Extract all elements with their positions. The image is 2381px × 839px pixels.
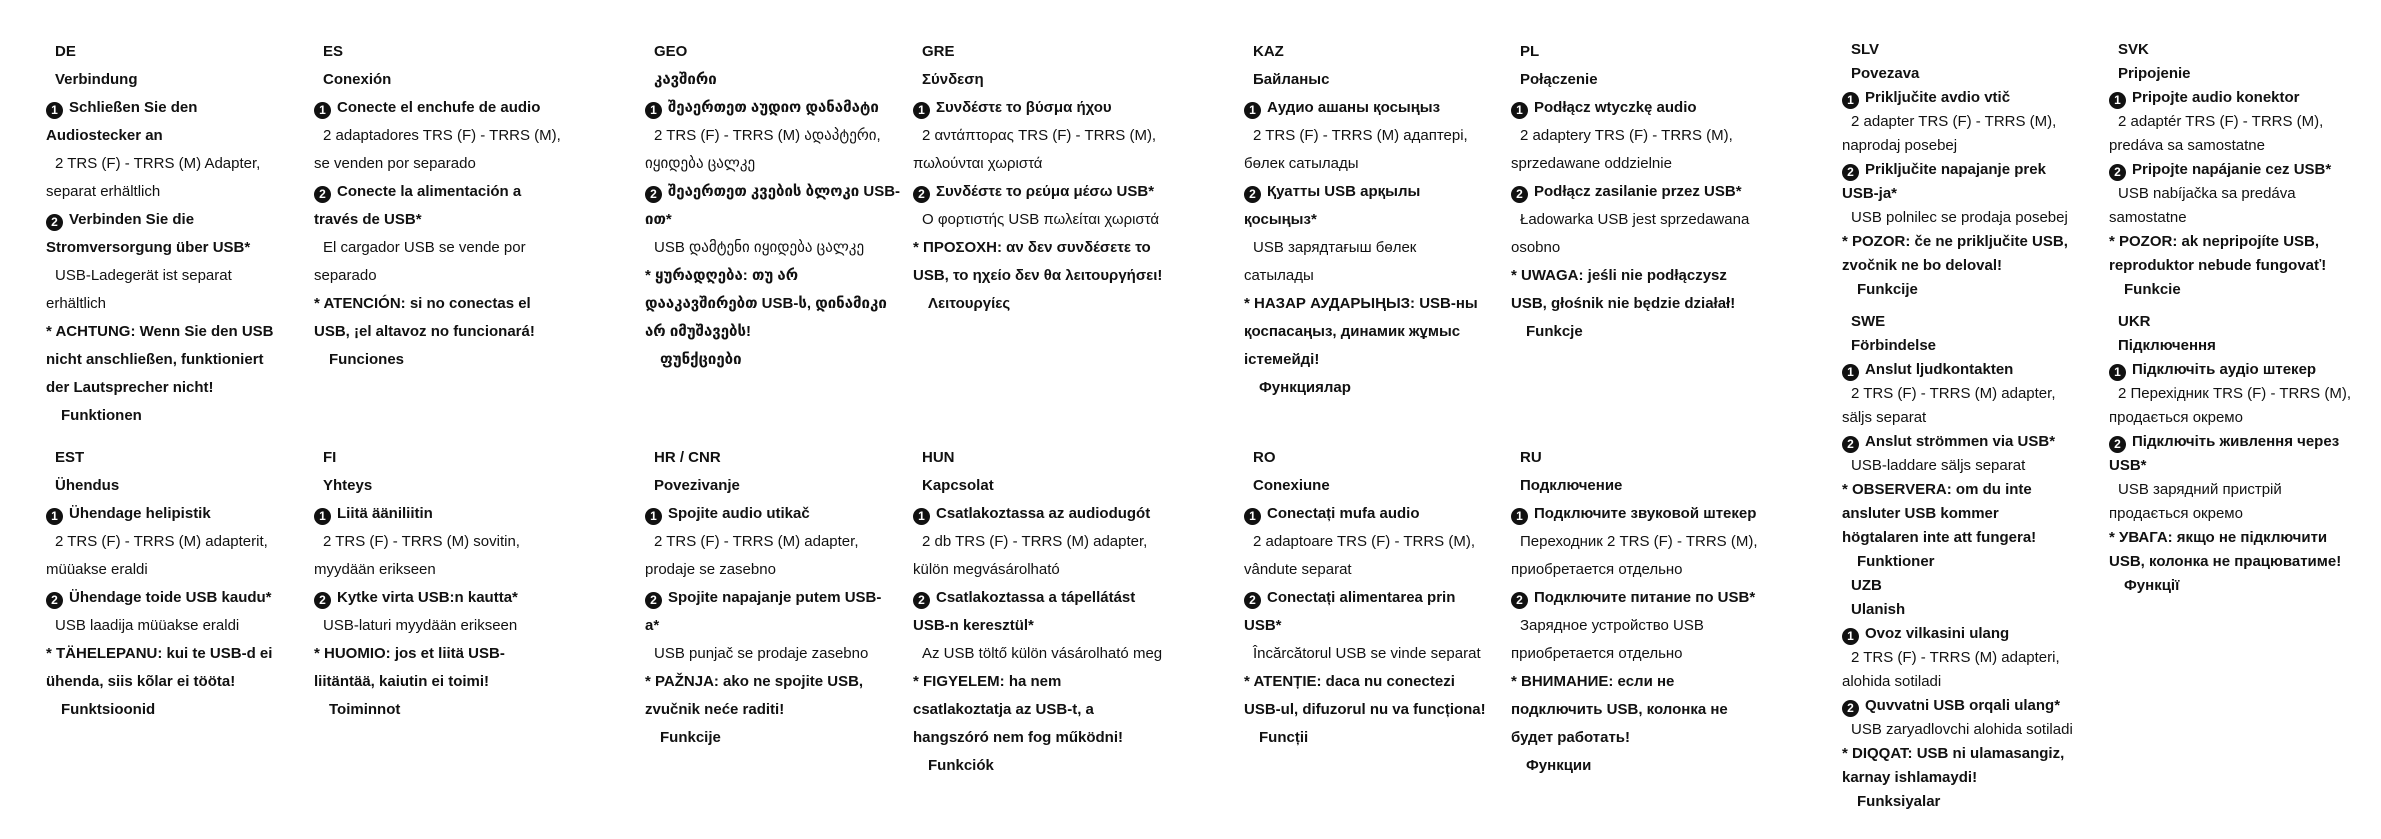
section-gre [913, 38, 1163, 318]
note-1: 2 TRS (F) - TRRS (M) адаптері, бөлек сатылады [1244, 127, 1468, 172]
step-2-marker: 2 [1244, 592, 1261, 609]
section-hr-cnr [645, 444, 895, 752]
step-1 [2109, 358, 2359, 382]
note-2: El cargador USB se vende por separado [314, 239, 526, 284]
step-1-text: Підключіть аудіо штекер [2132, 361, 2317, 378]
note-2: USB-laddare säljs separat [1851, 457, 2026, 474]
step-1 [1511, 500, 1761, 528]
step-1-text: Подключите звуковой штекер [1534, 505, 1757, 522]
step-1-text: Conectați mufa audio [1267, 505, 1420, 522]
step-1-text: Pripojte audio konektor [2132, 89, 2300, 106]
step-2-text: Spojite napajanje putem USB-a* [645, 589, 882, 634]
section-title: Förbindelse [1851, 337, 1937, 354]
language-code: HR / CNR [654, 449, 721, 466]
note-2: USB დამტენი იყიდება ცალკე [654, 239, 865, 256]
note-1: 2 TRS (F) - TRRS (M) adapterit, müüakse eraldi [46, 533, 268, 578]
step-2-text: Подключите питание по USB* [1534, 589, 1756, 606]
language-code: GRE [922, 43, 955, 60]
note-1: 2 TRS (F) - TRRS (M) adapteri, alohida sotiladi [1842, 649, 2060, 690]
warning-text: * ATENCIÓN: si no conectas el USB, ¡el altavoz no funcionará! [314, 295, 535, 340]
step-1-text: Ühendage helipistik [69, 505, 211, 522]
section-swe [1842, 310, 2077, 574]
warning-text: * НАЗАР АУДАРЫҢЫЗ: USB-ны қоспасаңыз, динамик жұмыс істемейді! [1244, 295, 1478, 368]
step-1 [2109, 86, 2359, 110]
language-code: FI [323, 449, 337, 466]
warning-text: * FIGYELEM: ha nem csatlakoztatja az USB-t, a hangszóró nem fog működni! [913, 673, 1123, 746]
section-title: Ulanish [1851, 601, 1906, 618]
step-1 [314, 500, 564, 528]
step-2 [645, 178, 905, 234]
section-ro [1244, 444, 1489, 752]
warning-text: * TÄHELEPANU: kui te USB-d ei ühenda, siis kõlar ei tööta! [46, 645, 273, 690]
language-code: PL [1520, 43, 1540, 60]
step-1 [314, 94, 564, 122]
step-1-marker: 1 [913, 508, 930, 525]
functions-heading: Funktsioonid [61, 701, 156, 718]
language-code: EST [55, 449, 85, 466]
step-2-text: Ühendage toide USB kaudu* [69, 589, 272, 606]
note-2: USB зарядний пристрій продається окремо [2109, 481, 2282, 522]
functions-heading: Funktionen [61, 407, 142, 424]
warning-text: * DIQQAT: USB ni ulamasangiz, karnay ishlamaydi! [1842, 745, 2065, 786]
step-2-marker: 2 [2109, 164, 2126, 181]
step-2-text: Anslut strömmen via USB* [1865, 433, 2056, 450]
step-1 [1511, 94, 1761, 122]
warning-text: * OBSERVERA: om du inte ansluter USB kommer högtalaren inte att fungera! [1842, 481, 2037, 546]
section-title: Σύνδεση [922, 71, 984, 88]
step-2 [1244, 584, 1489, 640]
step-1-text: Csatlakoztassa az audiodugót [936, 505, 1151, 522]
functions-heading: ფუნქციები [660, 351, 742, 368]
functions-heading: Toiminnot [329, 701, 401, 718]
step-1-marker: 1 [46, 508, 63, 525]
step-1 [1842, 358, 2077, 382]
step-1-marker: 1 [1842, 364, 1859, 381]
step-1-text: Anslut ljudkontakten [1865, 361, 2014, 378]
step-2-text: Conectați alimentarea prin USB* [1244, 589, 1456, 634]
step-2-marker: 2 [1842, 700, 1859, 717]
step-2 [2109, 158, 2359, 182]
step-2 [1511, 584, 1761, 612]
section-es [314, 38, 564, 374]
note-1: 2 TRS (F) - TRRS (M) sovitin, myydään erikseen [314, 533, 520, 578]
functions-heading: Λειτουργίες [928, 295, 1011, 312]
step-2 [1842, 694, 2077, 718]
step-1-text: Ovoz vilkasini ulang [1865, 625, 2010, 642]
step-1 [913, 94, 1163, 122]
step-2 [913, 178, 1163, 206]
note-1: 2 TRS (F) - TRRS (M) Adapter, separat erhältlich [46, 155, 261, 200]
step-1 [1244, 94, 1489, 122]
note-1: 2 TRS (F) - TRRS (M) adapter, säljs separat [1842, 385, 2056, 426]
step-1-text: Аудио ашаны қосыңыз [1267, 99, 1441, 116]
step-1-text: Liitä ääniliitin [337, 505, 433, 522]
warning-text: * ATENȚIE: daca nu conectezi USB-ul, difuzorul nu va funcționa! [1244, 673, 1486, 718]
warning-text: * ACHTUNG: Wenn Sie den USB nicht anschließen, funktioniert der Lautsprecher nicht! [46, 323, 274, 396]
note-2: Ładowarka USB jest sprzedawana osobno [1511, 211, 1750, 256]
step-2 [1842, 158, 2077, 206]
functions-heading: Funktioner [1857, 553, 1935, 570]
language-code: DE [55, 43, 76, 60]
note-2: USB-Ladegerät ist separat erhältlich [46, 267, 232, 312]
step-2-marker: 2 [1511, 592, 1528, 609]
section-title: Verbindung [55, 71, 138, 88]
section-kaz [1244, 38, 1489, 402]
warning-text: * ВНИМАНИЕ: если не подключить USB, колонка не будет работать! [1511, 673, 1728, 746]
step-1-text: Priključite avdio vtič [1865, 89, 2011, 106]
step-2-text: Қуатты USB арқылы қосыңыз* [1244, 183, 1421, 228]
section-uzb [1842, 574, 2077, 814]
step-2 [314, 584, 564, 612]
step-1-marker: 1 [1244, 102, 1261, 119]
step-1-marker: 1 [46, 102, 63, 119]
note-2: USB laadija müüakse eraldi [55, 617, 240, 634]
step-1-marker: 1 [2109, 92, 2126, 109]
section-slv [1842, 38, 2077, 302]
language-code: ES [323, 43, 344, 60]
functions-heading: Funciones [329, 351, 405, 368]
note-1: 2 adapter TRS (F) - TRRS (M), naprodaj posebej [1842, 113, 2057, 154]
step-2 [645, 584, 895, 640]
step-1 [913, 500, 1163, 528]
note-1: 2 adaptadores TRS (F) - TRRS (M), se venden por separado [314, 127, 561, 172]
language-code: SLV [1851, 41, 1880, 58]
step-2 [314, 178, 564, 234]
step-2-text: Kytke virta USB:n kautta* [337, 589, 518, 606]
note-2: Az USB töltő külön vásárolható meg [922, 645, 1163, 662]
step-2-text: Conecte la alimentación a través de USB* [314, 183, 522, 228]
step-2-marker: 2 [913, 592, 930, 609]
language-code: SVK [2118, 41, 2149, 58]
note-1: 2 TRS (F) - TRRS (M) adapter, prodaje se zasebno [645, 533, 859, 578]
step-2-text: Csatlakoztassa a tápellátást USB-n keresztül* [913, 589, 1136, 634]
functions-heading: Функциялар [1259, 379, 1351, 396]
section-svk [2109, 38, 2359, 302]
functions-heading: Funkcie [2124, 281, 2181, 298]
step-1-marker: 1 [1511, 102, 1528, 119]
step-1 [1842, 622, 2077, 646]
step-2-marker: 2 [46, 592, 63, 609]
warning-text: * УВАГА: якщо не підключити USB, колонка не працюватиме! [2109, 529, 2342, 570]
step-1-marker: 1 [1244, 508, 1261, 525]
step-1-marker: 1 [314, 508, 331, 525]
note-2: Încărcătorul USB se vinde separat [1253, 645, 1481, 662]
note-1: 2 αντάπτορας TRS (F) - TRRS (M), πωλούνται χωριστά [913, 127, 1157, 172]
note-2: Ο φορτιστής USB πωλείται χωριστά [922, 211, 1160, 228]
step-2-marker: 2 [314, 592, 331, 609]
step-2-text: Podłącz zasilanie przez USB* [1534, 183, 1742, 200]
warning-text: * ΠΡΟΣΟΧΗ: αν δεν συνδέσετε το USB, το ηχείο δεν θα λειτουργήσει! [913, 239, 1163, 284]
step-2 [1244, 178, 1489, 234]
section-ru [1511, 444, 1761, 780]
step-1-marker: 1 [2109, 364, 2126, 381]
functions-heading: Funkcje [1526, 323, 1583, 340]
functions-heading: Функции [1526, 757, 1592, 774]
section-title: Conexiune [1253, 477, 1330, 494]
step-2-text: Verbinden Sie die Stromversorgung über USB* [46, 211, 251, 256]
section-hun [913, 444, 1163, 780]
step-1 [645, 94, 905, 122]
step-2-marker: 2 [1244, 186, 1261, 203]
step-2-marker: 2 [1842, 164, 1859, 181]
step-2-text: Pripojte napájanie cez USB* [2132, 161, 2332, 178]
step-1-text: Spojite audio utikač [668, 505, 810, 522]
functions-heading: Funkcije [1857, 281, 1918, 298]
note-2: USB punjač se prodaje zasebno [654, 645, 869, 662]
note-1: 2 adaptery TRS (F) - TRRS (M), sprzedawane oddzielnie [1511, 127, 1733, 172]
section-geo [645, 38, 905, 374]
note-2: USB zaryadlovchi alohida sotiladi [1851, 721, 2073, 738]
note-2: USB зарядтағыш бөлек сатылады [1244, 239, 1417, 284]
note-1: 2 adaptoare TRS (F) - TRRS (M), vândute separat [1244, 533, 1475, 578]
functions-heading: Funkciók [928, 757, 994, 774]
note-2: USB polnilec se prodaja posebej [1851, 209, 2068, 226]
step-1 [1842, 86, 2077, 110]
section-title: Kapcsolat [922, 477, 994, 494]
note-2: Зарядное устройство USB приобретается отдельно [1511, 617, 1704, 662]
language-code: UZB [1851, 577, 1882, 594]
note-2: USB-laturi myydään erikseen [323, 617, 518, 634]
step-1-text: Συνδέστε το βύσμα ήχου [936, 99, 1112, 116]
note-1: 2 adaptér TRS (F) - TRRS (M), predáva sa samostatne [2109, 113, 2324, 154]
note-1: 2 db TRS (F) - TRRS (M) adapter, külön megvásárolható [913, 533, 1148, 578]
step-1-marker: 1 [314, 102, 331, 119]
step-1-text: Schließen Sie den Audiostecker an [46, 99, 198, 144]
warning-text: * PAŽNJA: ako ne spojite USB, zvučnik neće raditi! [645, 673, 864, 718]
step-2-text: Priključite napajanje prek USB-ja* [1842, 161, 2046, 202]
section-title: Підключення [2118, 337, 2216, 354]
step-2-marker: 2 [2109, 436, 2126, 453]
step-1-marker: 1 [1842, 92, 1859, 109]
step-2-text: შეაერთეთ კვების ბლოკი USB-ით* [645, 183, 901, 228]
step-2 [46, 584, 290, 612]
step-2-marker: 2 [913, 186, 930, 203]
functions-heading: Funkcije [660, 729, 721, 746]
step-1-marker: 1 [1842, 628, 1859, 645]
section-pl [1511, 38, 1761, 346]
language-code: GEO [654, 43, 688, 60]
section-title: Połączenie [1520, 71, 1598, 88]
warning-text: * UWAGA: jeśli nie podłączysz USB, głośnik nie będzie działał! [1511, 267, 1736, 312]
step-1 [46, 94, 290, 150]
section-ukr [2109, 310, 2359, 598]
step-1-text: შეაერთეთ აუდიო დანამატი [668, 99, 879, 116]
step-1-marker: 1 [913, 102, 930, 119]
step-1 [46, 500, 290, 528]
section-title: Yhteys [323, 477, 373, 494]
step-2 [913, 584, 1163, 640]
section-title: კავშირი [654, 71, 717, 88]
warning-text: * POZOR: ak nepripojíte USB, reproduktor nebude fungovať! [2109, 233, 2327, 274]
functions-heading: Funcții [1259, 729, 1309, 746]
step-1-marker: 1 [645, 102, 662, 119]
section-title: Подключение [1520, 477, 1623, 494]
language-code: HUN [922, 449, 955, 466]
section-fi [314, 444, 564, 724]
step-2-marker: 2 [1842, 436, 1859, 453]
language-code: KAZ [1253, 43, 1284, 60]
language-code: RU [1520, 449, 1542, 466]
language-code: RO [1253, 449, 1276, 466]
step-2-text: Συνδέστε το ρεύμα μέσω USB* [936, 183, 1155, 200]
section-est [46, 444, 290, 724]
language-code: UKR [2118, 313, 2151, 330]
functions-heading: Функції [2124, 577, 2180, 594]
functions-heading: Funksiyalar [1857, 793, 1941, 810]
section-title: Povezava [1851, 65, 1920, 82]
warning-text: * POZOR: če ne priključite USB, zvočnik ne bo deloval! [1842, 233, 2068, 274]
step-1 [1244, 500, 1489, 528]
step-2 [2109, 430, 2359, 478]
section-de [46, 38, 290, 430]
step-2-text: Quvvatni USB orqali ulang* [1865, 697, 2061, 714]
step-2-marker: 2 [46, 214, 63, 231]
step-2-marker: 2 [645, 186, 662, 203]
note-2: USB nabíjačka sa predáva samostatne [2109, 185, 2296, 226]
note-1: 2 TRS (F) - TRRS (M) ადაპტერი, იყიდება ცალკე [645, 127, 881, 172]
section-title: Povezivanje [654, 477, 740, 494]
section-title: Conexión [323, 71, 392, 88]
step-1-marker: 1 [645, 508, 662, 525]
step-1-text: Podłącz wtyczkę audio [1534, 99, 1697, 116]
section-title: Pripojenie [2118, 65, 2191, 82]
step-2 [1511, 178, 1761, 206]
language-code: SWE [1851, 313, 1886, 330]
note-1: 2 Перехідник TRS (F) - TRRS (M), продається окремо [2109, 385, 2351, 426]
warning-text: * HUOMIO: jos et liitä USB-liitäntää, kaiutin ei toimi! [314, 645, 505, 690]
step-2 [46, 206, 290, 262]
step-2-marker: 2 [645, 592, 662, 609]
step-1-marker: 1 [1511, 508, 1528, 525]
section-title: Байланыс [1253, 71, 1330, 88]
step-2-marker: 2 [314, 186, 331, 203]
note-1: Переходник 2 TRS (F) - TRRS (M), приобретается отдельно [1511, 533, 1758, 578]
step-2 [1842, 430, 2077, 454]
warning-text: * ყურადღება: თუ არ დააკავშირებთ USB-ს, დინამიკი არ იმუშავებს! [645, 267, 887, 340]
step-1 [645, 500, 895, 528]
step-1-text: Conecte el enchufe de audio [337, 99, 541, 116]
section-title: Ühendus [55, 477, 120, 494]
step-2-text: Підключіть живлення через USB* [2109, 433, 2340, 474]
step-2-marker: 2 [1511, 186, 1528, 203]
